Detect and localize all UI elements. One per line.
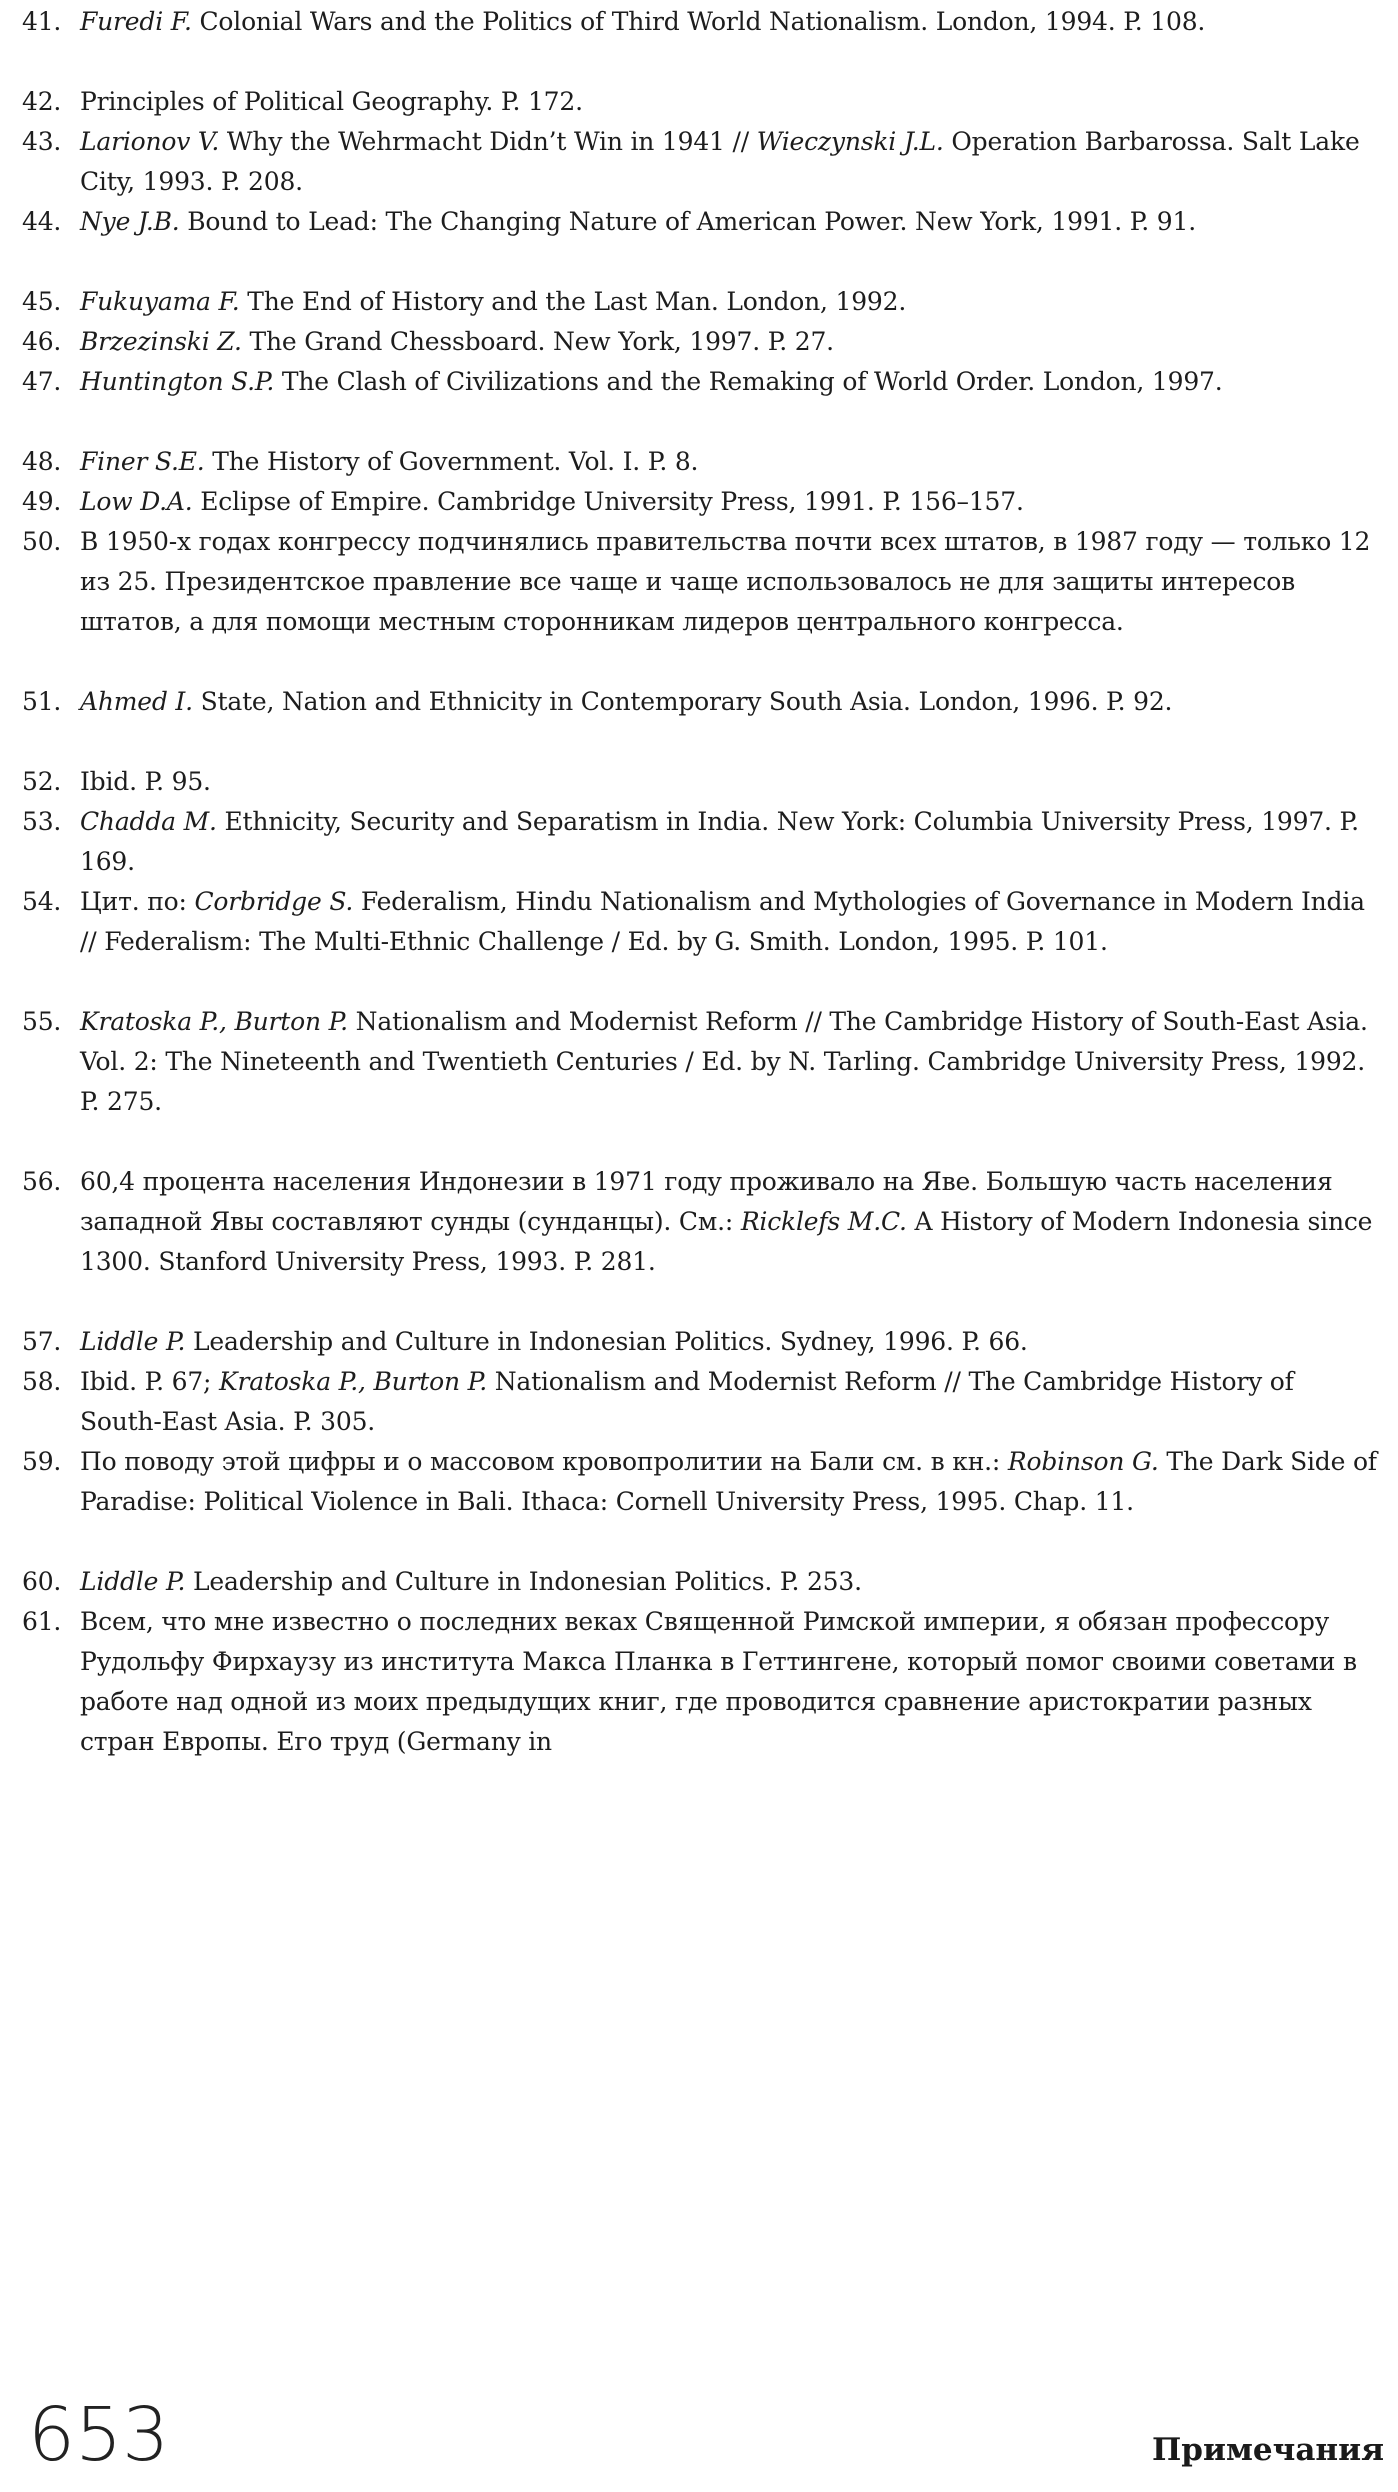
note-text: Why the Wehrmacht Didn’t Win in 1941 // xyxy=(219,127,757,156)
note-text: Principles of Political Geography. P. 172. xyxy=(80,87,583,116)
note-number: 61. xyxy=(22,1607,62,1636)
note-text: The History of Government. Vol. I. P. 8. xyxy=(204,447,699,476)
note-number: 55. xyxy=(22,1007,62,1036)
note-text: The Dark Side of Paradise: Political Violence in Bali. Ithaca: Cornell University Press, 1995. Chap. 11. xyxy=(80,1447,1377,1516)
note-58 xyxy=(0,1362,1398,1442)
note-number: 49. xyxy=(22,487,62,516)
note-number: 47. xyxy=(22,367,62,396)
note-author: Finer S.E. xyxy=(80,447,205,476)
note-author: Ahmed I. xyxy=(80,687,193,716)
note-number: 56. xyxy=(22,1167,62,1196)
note-author: Fukuyama F. xyxy=(80,287,240,316)
note-45 xyxy=(0,282,1398,322)
page-footer xyxy=(0,2390,1398,2490)
note-number: 48. xyxy=(22,447,62,476)
note-author: Kratoska P., Burton P. xyxy=(219,1367,487,1396)
note-56 xyxy=(0,1162,1398,1282)
note-number: 60. xyxy=(22,1567,62,1596)
note-42 xyxy=(0,82,1398,122)
note-number: 54. xyxy=(22,887,62,916)
note-text: The End of History and the Last Man. London, 1992. xyxy=(239,287,907,316)
note-number: 43. xyxy=(22,127,62,156)
note-text: State, Nation and Ethnicity in Contemporary South Asia. London, 1996. P. 92. xyxy=(192,687,1173,716)
note-author: Furedi F. xyxy=(80,7,192,36)
note-author-2: Wieczynski J.L. xyxy=(756,127,944,156)
note-41 xyxy=(0,2,1398,42)
note-text: A History of Modern Indonesia since 1300. Stanford University Press, 1993. P. 281. xyxy=(80,1207,1373,1276)
note-number: 53. xyxy=(22,807,62,836)
note-number: 59. xyxy=(22,1447,62,1476)
note-number: 44. xyxy=(22,207,62,236)
note-49 xyxy=(0,482,1398,522)
note-text: Ibid. P. 95. xyxy=(80,767,211,796)
note-61 xyxy=(0,1602,1398,1762)
note-lead: По поводу этой цифры и о массовом кровопролитии на Бали см. в кн.: xyxy=(80,1447,1008,1476)
note-author: Huntington S.P. xyxy=(80,367,275,396)
note-number: 58. xyxy=(22,1367,62,1396)
note-text: Leadership and Culture in Indonesian Politics. Sydney, 1996. P. 66. xyxy=(185,1327,1028,1356)
note-43 xyxy=(0,122,1398,202)
running-head: Примечания xyxy=(1152,2432,1384,2468)
page-number: 653 xyxy=(28,2392,170,2478)
note-author: Chadda M. xyxy=(80,807,217,836)
note-lead: 60,4 процента населения Индонезии в 1971 году проживало на Яве. Большую часть населения западной Явы составляют сунды (сунданцы). См.: xyxy=(80,1167,1333,1236)
note-46 xyxy=(0,322,1398,362)
note-54 xyxy=(0,882,1398,962)
note-text: Bound to Lead: The Changing Nature of American Power. New York, 1991. P. 91. xyxy=(179,207,1196,236)
note-author: Kratoska P., Burton P. xyxy=(80,1007,348,1036)
note-text: Nationalism and Modernist Reform // The Cambridge History of South-East Asia. P. 305. xyxy=(80,1367,1294,1436)
note-number: 45. xyxy=(22,287,62,316)
note-55 xyxy=(0,1002,1398,1122)
note-author: Liddle P. xyxy=(80,1567,186,1596)
note-text: Всем, что мне известно о последних веках Священной Римской империи, я обязан профессору Рудольфу Фирхаузу из института Макса Планка в Геттингене, который помог своими советами в работе над одной из моих предыдущих книг, где проводится сравнение аристократии разных стран Европы. Его труд (Germany in xyxy=(80,1607,1357,1756)
note-59 xyxy=(0,1442,1398,1522)
note-44 xyxy=(0,202,1398,242)
note-text: Colonial Wars and the Politics of Third World Nationalism. London, 1994. P. 108. xyxy=(191,7,1206,36)
note-text: Nationalism and Modernist Reform // The Cambridge History of South-East Asia. Vol. 2: The Nineteenth and Twentieth Centuries / Ed. by N. Tarling. Cambridge University Press, 1992. P. 275. xyxy=(80,1007,1368,1116)
note-author: Robinson G. xyxy=(1007,1447,1159,1476)
note-number: 41. xyxy=(22,7,62,36)
note-number: 52. xyxy=(22,767,62,796)
note-text: В 1950-х годах конгрессу подчинялись правительства почти всех штатов, в 1987 году — только 12 из 25. Президентское правление все чаще и чаще использовалось не для защиты интересов штатов, а для помощи местным сторонникам лидеров центрального конгресса. xyxy=(80,527,1371,636)
note-text: The Grand Chessboard. New York, 1997. P. 27. xyxy=(241,327,834,356)
note-lead: Ibid. P. 67; xyxy=(80,1367,220,1396)
note-author: Brzezinski Z. xyxy=(80,327,242,356)
note-53 xyxy=(0,802,1398,882)
note-47 xyxy=(0,362,1398,402)
note-author: Ricklefs M.C. xyxy=(740,1207,907,1236)
note-51 xyxy=(0,682,1398,722)
note-text: Eclipse of Empire. Cambridge University Press, 1991. P. 156–157. xyxy=(192,487,1024,516)
note-number: 42. xyxy=(22,87,62,116)
note-text-2: Operation Barbarossa. Salt Lake City, 1993. P. 208. xyxy=(80,127,1360,196)
note-text: The Clash of Civilizations and the Remaking of World Order. London, 1997. xyxy=(274,367,1223,396)
note-number: 51. xyxy=(22,687,62,716)
note-52 xyxy=(0,762,1398,802)
note-text: Ethnicity, Security and Separatism in India. New York: Columbia University Press, 1997. P. 169. xyxy=(80,807,1359,876)
note-lead: Цит. по: xyxy=(80,887,195,916)
note-author: Low D.A. xyxy=(80,487,193,516)
note-author: Liddle P. xyxy=(80,1327,186,1356)
note-author: Larionov V. xyxy=(80,127,220,156)
note-number: 46. xyxy=(22,327,62,356)
note-author: Corbridge S. xyxy=(194,887,354,916)
note-50 xyxy=(0,522,1398,642)
note-text: Leadership and Culture in Indonesian Politics. P. 253. xyxy=(185,1567,862,1596)
note-60 xyxy=(0,1562,1398,1602)
note-author: Nye J.B. xyxy=(80,207,180,236)
note-number: 57. xyxy=(22,1327,62,1356)
note-57 xyxy=(0,1322,1398,1362)
note-text: Federalism, Hindu Nationalism and Mythologies of Governance in Modern India // Federalism: The Multi-Ethnic Challenge / Ed. by G. Smith. London, 1995. P. 101. xyxy=(80,887,1365,956)
note-number: 50. xyxy=(22,527,62,556)
note-48 xyxy=(0,442,1398,482)
